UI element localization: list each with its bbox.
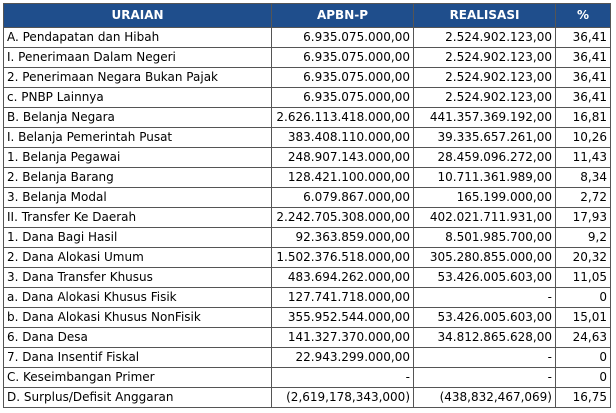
- apbn-p-cell: 6.935.075.000,00: [272, 68, 414, 88]
- table-row: [4, 288, 611, 308]
- persen-cell: 0: [556, 368, 611, 388]
- table-row: [4, 348, 611, 368]
- apbn-p-cell: 2.626.113.418.000,00: [272, 108, 414, 128]
- column-header-realisasi: REALISASI: [414, 4, 556, 28]
- uraian-cell: b. Dana Alokasi Khusus NonFisik: [4, 308, 272, 328]
- uraian-cell: 1. Belanja Pegawai: [4, 148, 272, 168]
- table-header: [4, 4, 611, 28]
- realisasi-cell: -: [414, 368, 556, 388]
- persen-cell: 16,75: [556, 388, 611, 408]
- persen-cell: 24,63: [556, 328, 611, 348]
- apbn-p-cell: 128.421.100.000,00: [272, 168, 414, 188]
- realisasi-cell: 165.199.000,00: [414, 188, 556, 208]
- persen-cell: 10,26: [556, 128, 611, 148]
- uraian-cell: D. Surplus/Defisit Anggaran: [4, 388, 272, 408]
- uraian-cell: 2. Belanja Barang: [4, 168, 272, 188]
- apbn-p-cell: 6.935.075.000,00: [272, 48, 414, 68]
- realisasi-cell: 39.335.657.261,00: [414, 128, 556, 148]
- table-row: [4, 148, 611, 168]
- apbn-p-cell: 6.935.075.000,00: [272, 28, 414, 48]
- table-row: [4, 48, 611, 68]
- persen-cell: 16,81: [556, 108, 611, 128]
- realisasi-cell: (438,832,467,069): [414, 388, 556, 408]
- table-row: [4, 88, 611, 108]
- table-row: [4, 208, 611, 228]
- uraian-cell: 2. Dana Alokasi Umum: [4, 248, 272, 268]
- persen-cell: 15,01: [556, 308, 611, 328]
- realisasi-cell: 2.524.902.123,00: [414, 88, 556, 108]
- uraian-cell: I. Belanja Pemerintah Pusat: [4, 128, 272, 148]
- persen-cell: 20,32: [556, 248, 611, 268]
- persen-cell: 36,41: [556, 48, 611, 68]
- apbn-p-cell: 1.502.376.518.000,00: [272, 248, 414, 268]
- persen-cell: 2,72: [556, 188, 611, 208]
- persen-cell: 36,41: [556, 28, 611, 48]
- table-row: [4, 168, 611, 188]
- table-row: [4, 368, 611, 388]
- uraian-cell: B. Belanja Negara: [4, 108, 272, 128]
- table-row: [4, 388, 611, 408]
- table-row: [4, 108, 611, 128]
- apbn-p-cell: (2,619,178,343,000): [272, 388, 414, 408]
- persen-cell: 11,05: [556, 268, 611, 288]
- persen-cell: 0: [556, 288, 611, 308]
- table-row: [4, 68, 611, 88]
- realisasi-cell: 2.524.902.123,00: [414, 68, 556, 88]
- realisasi-cell: 53.426.005.603,00: [414, 268, 556, 288]
- apbn-p-cell: 127.741.718.000,00: [272, 288, 414, 308]
- apbn-p-cell: -: [272, 368, 414, 388]
- uraian-cell: c. PNBP Lainnya: [4, 88, 272, 108]
- apbn-p-cell: 22.943.299.000,00: [272, 348, 414, 368]
- uraian-cell: C. Keseimbangan Primer: [4, 368, 272, 388]
- uraian-cell: 3. Belanja Modal: [4, 188, 272, 208]
- uraian-cell: 1. Dana Bagi Hasil: [4, 228, 272, 248]
- apbn-p-cell: 6.079.867.000,00: [272, 188, 414, 208]
- table-row: [4, 128, 611, 148]
- uraian-cell: A. Pendapatan dan Hibah: [4, 28, 272, 48]
- realisasi-cell: -: [414, 348, 556, 368]
- persen-cell: 8,34: [556, 168, 611, 188]
- apbn-p-cell: 2.242.705.308.000,00: [272, 208, 414, 228]
- budget-table: [3, 3, 611, 408]
- realisasi-cell: 441.357.369.192,00: [414, 108, 556, 128]
- uraian-cell: 3. Dana Transfer Khusus: [4, 268, 272, 288]
- realisasi-cell: 8.501.985.700,00: [414, 228, 556, 248]
- persen-cell: 17,93: [556, 208, 611, 228]
- realisasi-cell: -: [414, 288, 556, 308]
- persen-cell: 36,41: [556, 68, 611, 88]
- uraian-cell: II. Transfer Ke Daerah: [4, 208, 272, 228]
- realisasi-cell: 28.459.096.272,00: [414, 148, 556, 168]
- apbn-p-cell: 248.907.143.000,00: [272, 148, 414, 168]
- realisasi-cell: 34.812.865.628,00: [414, 328, 556, 348]
- column-header-apbn-p: APBN-P: [272, 4, 414, 28]
- realisasi-cell: 53.426.005.603,00: [414, 308, 556, 328]
- realisasi-cell: 2.524.902.123,00: [414, 28, 556, 48]
- uraian-cell: I. Penerimaan Dalam Negeri: [4, 48, 272, 68]
- uraian-cell: a. Dana Alokasi Khusus Fisik: [4, 288, 272, 308]
- column-header-persen: %: [556, 4, 611, 28]
- persen-cell: 9,2: [556, 228, 611, 248]
- table-body: [4, 28, 611, 408]
- table-row: [4, 28, 611, 48]
- apbn-p-cell: 6.935.075.000,00: [272, 88, 414, 108]
- header-row: [4, 4, 611, 28]
- table-row: [4, 268, 611, 288]
- table-row: [4, 188, 611, 208]
- apbn-p-cell: 141.327.370.000,00: [272, 328, 414, 348]
- table-row: [4, 248, 611, 268]
- apbn-p-cell: 383.408.110.000,00: [272, 128, 414, 148]
- persen-cell: 36,41: [556, 88, 611, 108]
- realisasi-cell: 10.711.361.989,00: [414, 168, 556, 188]
- realisasi-cell: 2.524.902.123,00: [414, 48, 556, 68]
- apbn-p-cell: 483.694.262.000,00: [272, 268, 414, 288]
- apbn-p-cell: 92.363.859.000,00: [272, 228, 414, 248]
- uraian-cell: 7. Dana Insentif Fiskal: [4, 348, 272, 368]
- apbn-p-cell: 355.952.544.000,00: [272, 308, 414, 328]
- persen-cell: 0: [556, 348, 611, 368]
- persen-cell: 11,43: [556, 148, 611, 168]
- uraian-cell: 6. Dana Desa: [4, 328, 272, 348]
- table-row: [4, 228, 611, 248]
- realisasi-cell: 402.021.711.931,00: [414, 208, 556, 228]
- table-row: [4, 308, 611, 328]
- uraian-cell: 2. Penerimaan Negara Bukan Pajak: [4, 68, 272, 88]
- realisasi-cell: 305.280.855.000,00: [414, 248, 556, 268]
- table-row: [4, 328, 611, 348]
- column-header-uraian: URAIAN: [4, 4, 272, 28]
